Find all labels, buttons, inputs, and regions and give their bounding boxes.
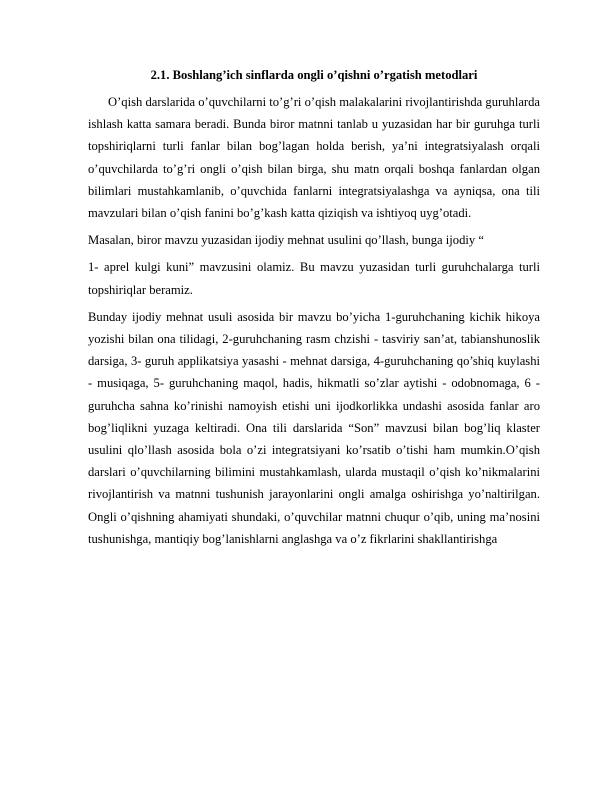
paragraph-method: Bunday ijodiy mehnat usuli asosida bir mavzu bo’yicha 1-guruhchaning kichik hikoya yozishi bilan ona tilidagi, 2-guruhchaning rasm chzishi - tasviriy san’at, tabianshunoslik darsiga, 3- guruh applikatsiya yasashi - mehnat darsiga, 4-guruhchaning qo’shiq kuylashi - musiqaga, 5- guruhchaning maqol, hadis, hikmatli so’zlar aytishi - odobnomaga, 6 - guruhcha sahna ko’rinishi namoyish etishi uni ijodkorlikka undashi asosida fanlar aro bog’liqlikni yuzaga keltiradi. Ona tili darslarida “Son” mavzusi bilan bog’liq klaster usulini qlo’llash asosida bola o’zi integratsiyani ko’rsatib o’tishi ham mumkin.O’qish darslari o’quvchilarning bilimini mustahkamlash, ularda mustaqil o’qish ko’nikmalarini rivojlantirish va matnni tushunish jarayonlarini ongli amalga oshirishga yo’naltirilgan. Ongli o’qishning ahamiyati shundaki, o’quvchilar matnni chuqur o’qib, uning ma’nosini tushunishga, mantiqiy bog’lanishlarni anglashga va o’z fikrlarini shakllantirishga [88,309,540,546]
paragraph-april-topic: 1- aprel kulgi kuni” mavzusini olamiz. Bu mavzu yuzasidan turli guruhchalarga turli topshiriqlar beramiz. [88,260,540,297]
paragraph-example: Masalan, biror mavzu yuzasidan ijodiy mehnat usulini qo’llash, bunga ijodiy “ [88,233,484,248]
paragraph-intro: O’qish darslarida o’quvchilarni to’g’ri o’qish malakalarini rivojlantirishda guruhlarda ishlash katta samara beradi. Bunda biror matnni tanlab u yuzasidan har bir guruhga turli topshiriqlarni turli fanlar bilan bog’lagan holda berish, ya’ni integratsiyalash orqali o’quvchilarda to’g’ri ongli o’qish bilan birga, shu matn orqali boshqa fanlardan olgan bilimlari mustahkamlanib, o’quvchida fanlarni integratsiyalashga va ayniqsa, ona tili mavzulari bilan o’qish fanini bo’g’kash katta qiziqish va ishtiyoq uyg’otadi. [88,95,540,221]
section-heading: 2.1. Boshlang’ich sinflarda ongli o’qishni o’rgatish metodlari [150,68,478,82]
document-page [88,66,540,550]
